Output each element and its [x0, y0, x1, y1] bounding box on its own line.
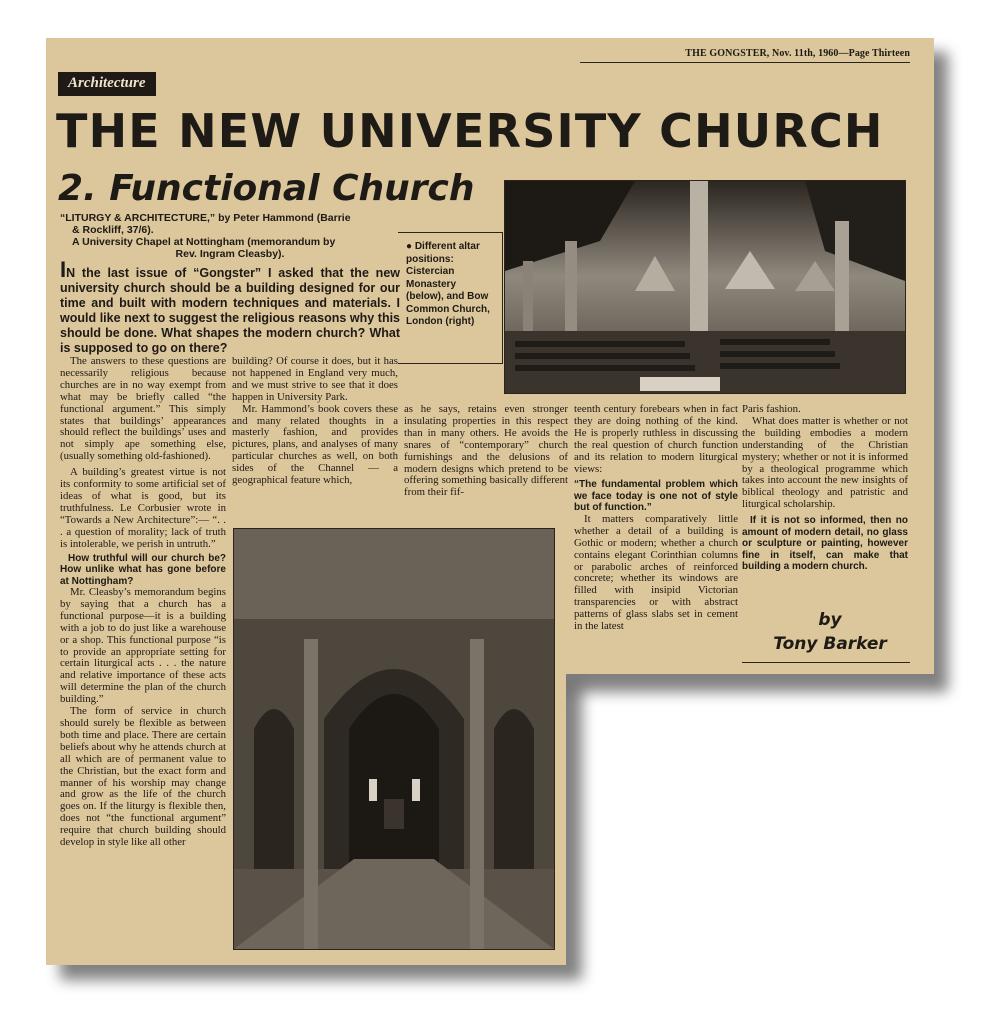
col2-para2: Mr. Hammond’s book covers these and many related thoughts in a masterly fashion, and provides pictures, plans, and analyses of many particular churches as well, on both sides of the Channel — a geographical feature which,	[232, 402, 398, 487]
column-1	[60, 356, 226, 849]
column-2	[232, 356, 398, 487]
page-folio: THE GONGSTER, Nov. 11th, 1960—Page Thirteen	[685, 48, 910, 59]
book-references	[60, 212, 400, 260]
section-badge: Architecture	[58, 72, 156, 96]
byline-author: Tony Barker	[773, 634, 887, 654]
monastery-nave-image	[234, 529, 554, 949]
col3-para1: as he says, retains even stronger insulating properties in this respect than in many others. He avoids the snares of “contemporary” church furnishings and the delusions of modern designs which pretend to be offering something basically different from their fif-	[404, 403, 568, 499]
byline-by: by	[818, 610, 842, 630]
col5-closing: If it is not so informed, then no amount of modern detail, no glass or sculpture or painting, however fine in itself, can make that building a modern church.	[742, 515, 908, 573]
subheadline: 2. Functional Church	[58, 168, 475, 209]
column-3	[404, 404, 568, 499]
cistercian-monastery-photo	[233, 528, 555, 950]
lead-paragraph: IN the last issue of “Gongster” I asked that the new university church should be a building designed for our time and built with modern techniques and materials. I would like next to suggest the religious reasons why this should be done. What shapes the modern church? What is supposed to go on there?	[60, 257, 400, 355]
folio-rule	[580, 62, 910, 63]
col4-pullquote: “The fundamental problem which we face today is one not of style but of function.”	[574, 479, 738, 514]
col4-para1: teenth century forebears when in fact they are doing nothing of the kind. He is properly ruthless in discussing the real question of church function and its relation to modern liturgical views:	[574, 403, 738, 475]
col5-para2: What does matter is whether or not the building embodies a modern understanding of the Christian mystery; whether or not it is informed by a theological programme which takes into account the new insights of biblical theology and patristic and liturgical scholarship.	[742, 414, 908, 511]
byline-rule	[742, 662, 910, 663]
book-ref-line4: Rev. Ingram Cleasby).	[175, 248, 285, 260]
headline: THE NEW UNIVERSITY CHURCH	[56, 104, 884, 158]
book-ref-line2: & Rockliff, 37/6).	[72, 224, 154, 236]
column-5	[742, 404, 908, 573]
church-interior-image	[505, 181, 905, 393]
col1-para3: Mr. Cleasby’s memorandum begins by saying that a church has a functional purpose—it is a building with a job to do just like a warehouse or a shop. This functional purpose “is to provide an appropriate setting for certain liturgical acts . . . the nature and relative importance of these acts will determine the plan of the church building.”	[60, 586, 226, 706]
col1-para4: The form of service in church should surely be flexible as between both time and place. There are certain beliefs about why he attends church at all which are of permanent value to the Christian, but the exact form and manner of his worship may change and grow as the life of the church goes on. If the liturgy is flexible then, does not “the functional argument” require that church building should develop in style like all other	[60, 705, 226, 849]
book-ref-line1: “LITURGY & ARCHITECTURE,” by Peter Hammond (Barrie	[60, 212, 351, 224]
col2-para1: building? Of course it does, but it has not happened in England very much, and we must strive to see that it does happen in University Park.	[232, 355, 398, 403]
col1-para1: The answers to these questions are necessarily religious because churches are in no way exempt from what may be briefly called “the functional argument.” This simply states that buildings’ appearances should reflect the buildings’ uses and not simply ape something else, (usually something old-fashioned).	[60, 355, 226, 463]
photo-caption: ● Different altar positions: Cistercian Monastery (below), and Bow Common Church, London (right)	[398, 232, 503, 364]
col4-para2: It matters comparatively little whether a detail of a building is Gothic or modern; whether a church contains elegant Corinthian columns or parabolic arches of reinforced concrete; whether its windows are filled with insipid Victorian transparencies or with abstract patterns of glass slabs set in cement in the latest	[574, 512, 738, 633]
book-ref-line3: A University Chapel at Nottingham (memorandum by	[72, 236, 336, 248]
col1-para2: A building’s greatest virtue is not its conformity to some artificial set of ideas of what is good, but its truthfulness. Le Corbusier wrote in “Towards a New Architecture”:— “. . . a question of morality; lack of truth is intolerable, we perish in untruth.”	[60, 466, 226, 550]
col5-para1: Paris fashion.	[742, 403, 801, 415]
bow-common-church-photo	[504, 180, 906, 394]
col1-crosshead: How truthful will our church be? How unlike what has gone before at Nottingham?	[60, 552, 226, 587]
column-4	[574, 404, 738, 633]
